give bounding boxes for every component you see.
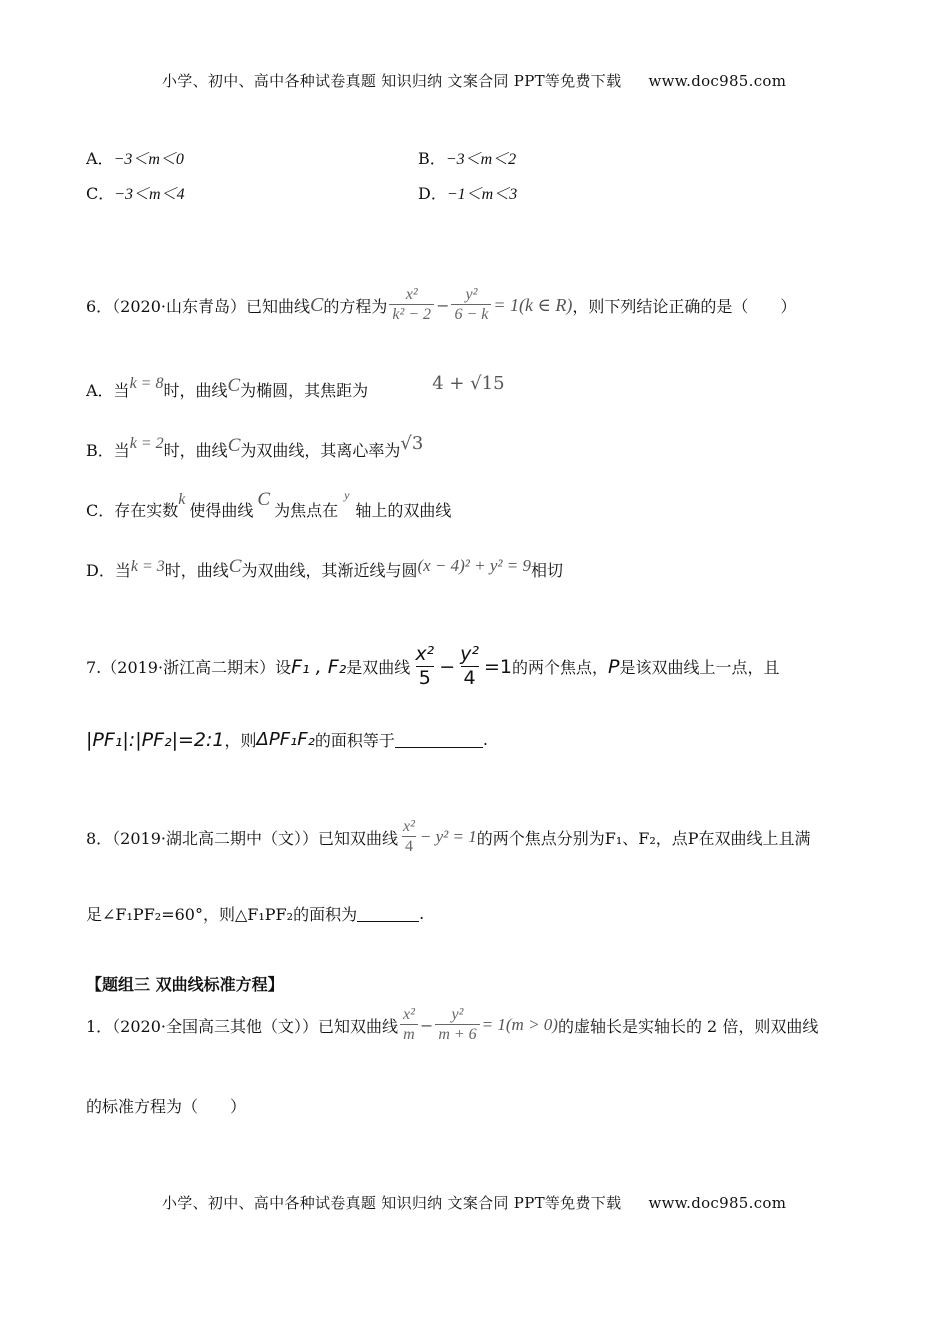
- curve-symbol: C: [257, 488, 271, 510]
- fraction-x: $\frac{\text{x²}}{m}$: [400, 1006, 418, 1045]
- page-footer: [162, 1192, 786, 1213]
- curve-symbol: C: [227, 374, 241, 396]
- option-expr: −3＜m＜2: [445, 151, 517, 168]
- q7-stem: 7.（2019·浙江高二期末）设 F₁ , F₂ 是双曲线 $\frac{\text{x²}}{5}$ − $\frac{\text{y²}}{4}$ =1 的两个焦点， P 是该双曲线上一点，且: [86, 643, 780, 689]
- footer-site: www.doc985.com: [648, 1194, 787, 1212]
- triangle-symbol: ΔPF₁F₂: [256, 729, 315, 750]
- s3-q1-stem: 1．（2020·全国高三其他（文））已知双曲线 $\frac{\text{x²}}{m}$ − $\frac{\text{y²}}{m + 6}$ = 1(m > 0) 的虚轴长是实轴长的 2 倍，则双曲线: [86, 1006, 819, 1044]
- circle-equation: (x − 4)² + y² = 9: [417, 555, 531, 575]
- minus-sign: −: [439, 655, 456, 678]
- answer-blank[interactable]: [357, 905, 419, 922]
- fraction-y: $\frac{\text{y²}}{6 - k}$: [451, 286, 491, 325]
- condition-expr: k = 8: [129, 374, 164, 392]
- q6-option-c: C．存在实数 k 使得曲线 C 为焦点在 y 轴上的双曲线: [86, 488, 452, 520]
- curve-symbol: C: [228, 555, 242, 577]
- q6-option-a: A．当 k = 8 时，曲线 C 为椭圆，其焦距为 4 + √15: [86, 373, 505, 400]
- fraction-x: $\frac{\text{x²}}{4}$: [403, 818, 415, 856]
- foci-symbols: F₁ , F₂: [291, 655, 347, 678]
- option-expr: −3＜m＜0: [113, 151, 184, 168]
- q6-option-d: D．当 k = 3 时，曲线 C 为双曲线，其渐近线与圆 (x − 4)² + y² = 9 相切: [86, 555, 564, 580]
- equation-rest: − y² = 1: [419, 827, 477, 847]
- q7-line2: |PF₁|:|PF₂|=2:1 ，则 ΔPF₁F₂ 的面积等于 .: [86, 728, 488, 751]
- curve-symbol: C: [310, 293, 324, 316]
- option-label: A．: [86, 149, 114, 168]
- condition-expr: k = 2: [129, 434, 164, 452]
- option-label: C．: [86, 184, 115, 203]
- q6-stem: [86, 286, 796, 325]
- option-label: D．: [418, 184, 447, 203]
- point-p: P: [608, 655, 620, 678]
- q8-stem: 8．（2019·湖北高二期中（文））已知双曲线 $\frac{\text{x²}}{4}$ − y² = 1 的两个焦点分别为F₁、F₂，点P在双曲线上且满: [86, 818, 811, 856]
- k-symbol: k: [178, 490, 186, 508]
- equation-rhs: = 1(k ∈ R): [493, 294, 573, 315]
- equation-rhs: = 1(m > 0): [481, 1015, 558, 1035]
- footer-text: 小学、初中、高中各种试卷真题 知识归纳 文案合同 PPT等免费下载: [162, 1194, 622, 1212]
- answer-blank[interactable]: [395, 731, 483, 748]
- y-symbol: y: [344, 488, 350, 502]
- minus-sign: −: [436, 295, 450, 315]
- page-header: [162, 70, 786, 91]
- fraction-y: $\frac{\text{y²}}{4}$: [460, 643, 479, 689]
- q6-suffix: ，则下列结论正确的是（ ）: [572, 296, 797, 316]
- q5-option-c: [86, 181, 185, 204]
- curve-symbol: C: [227, 434, 241, 456]
- header-site: www.doc985.com: [648, 72, 787, 90]
- fraction-y: $\frac{\text{y²}}{m + 6}$: [435, 1006, 479, 1045]
- answer-value: √3: [400, 433, 424, 454]
- q6-option-b: B．当 k = 2 时，曲线 C 为双曲线，其离心率为 √3: [86, 433, 424, 460]
- q6-middle: 的方程为: [323, 296, 388, 316]
- fraction-x: $\frac{\text{x²}}{5}$: [415, 643, 435, 689]
- q5-option-b: [418, 146, 516, 169]
- fraction-x: $\frac{\text{x²}}{\text{k² − 2}}$: [389, 286, 434, 325]
- s3-q1-line2: 的标准方程为（ ）: [86, 1097, 247, 1116]
- answer-value: 4 + √15: [432, 373, 505, 394]
- header-text: 小学、初中、高中各种试卷真题 知识归纳 文案合同 PPT等免费下载: [162, 72, 622, 90]
- option-expr: −1＜m＜3: [446, 186, 518, 203]
- q5-option-a: [86, 146, 184, 169]
- condition-expr: k = 3: [130, 557, 165, 575]
- section-title: 【题组三 双曲线标准方程】: [86, 975, 284, 994]
- minus-sign: −: [419, 1015, 434, 1035]
- ratio-expr: |PF₁|:|PF₂|=2:1: [86, 728, 225, 751]
- option-label: B．: [418, 149, 446, 168]
- q8-line2: 足∠F₁PF₂=60°，则△F₁PF₂的面积为 .: [86, 904, 425, 924]
- equation-rhs: =1: [483, 655, 512, 678]
- option-expr: −3＜m＜4: [114, 186, 185, 203]
- q5-option-d: [418, 181, 517, 204]
- q6-prefix: 6．（2020·山东青岛）已知曲线: [86, 296, 310, 316]
